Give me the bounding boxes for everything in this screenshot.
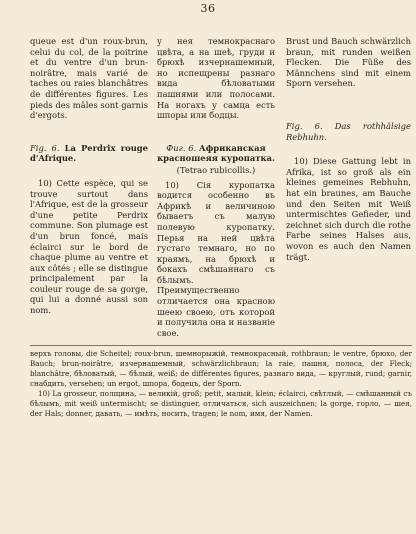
russian-figure-heading: [157, 143, 275, 164]
russian-lead-text: у нея темнокраснаго цвѣта, а на шеѣ, груди и брюхѣ изчернашемный, но испещрены разнаго вида бѣловатыми пашнями или полосами. На ногахъ у самца есть шпоры или бодцы.: [157, 36, 275, 121]
french-column: [30, 36, 148, 316]
russian-figure-label: Фиг. 6.: [166, 142, 197, 153]
russian-paragraph: 10) Сія куропатка водится особенно въ Африкѣ и величиною бываетъ съ малую полевую куропатку. Перья на ней цвѣта густаго темнаго, но по краямъ, на брюхѣ и бокахъ смѣшаннаго съ бѣлымъ. Преимущественно отличается она красною шеею своею, отъ которой и получила она и названіе свое.: [157, 179, 275, 338]
footnote: верхъ головы, die Scheitel; roux-brun, шемнорыжій, темнокрасный, rothbraun; le ventre, брюхо, der Bauch; brun-noirâtre, изчернашемный, schwärzlichbraun; la raie, пашня, полоса, der Fleck; blanchâtre, бѣловатый, — бѣлый, weiß; de différentes figures, разнаго вида, — круглый, rund; garnir, снабдить, versehen; un ergot, шпора, бодецъ, der Sporn.: [30, 349, 412, 388]
russian-figure-title: Африканская красношеяя куропатка.: [157, 142, 275, 164]
page-number: 36: [200, 2, 216, 15]
french-figure-heading: [30, 143, 148, 164]
german-figure-heading: [286, 121, 411, 142]
french-figure-title: La Perdrix rouge d'Afrique.: [30, 142, 148, 164]
french-lead-text: queue est d'un roux-brun, celui du col, de la poitrine et du ventre d'un brun-noirâtre, mais varié de taches ou raies blanchâtres de différentes figures. Les pieds des mâles sont garnis d'ergots.: [30, 36, 148, 121]
footnote: 10) La grosseur, полщина, — великій, groß; petit, малый, klein; éclairci, свѣтлый, — смѣшанный съ бѣлымъ, mit weiß untermischt; se distinguer, отличаться, sich auszeichnen; la gorge, горло, — шея, der Hals; donner, давать, — имѣть, носить, tragen; le nom, имя, der Namen.: [30, 389, 412, 418]
german-figure-label: Fig. 6.: [286, 120, 323, 131]
french-paragraph: 10) Cette espèce, qui se trouve surtout dans l'Afrique, est de la grosseur d'une petite Perdrix commune. Son plumage est d'un brun foncé, mais éclairci sur le bord de chaque plume au ventre et aux côtés ; elle se distingue principalement par la couleur rouge de sa gorge, qui lui a donné aussi son nom.: [30, 177, 148, 316]
german-lead-text: Brust und Bauch schwärzlich braun, mit runden weißen Flecken. Die Füße des Männchens sind mit einem Sporn versehen.: [286, 36, 411, 89]
german-paragraph: 10) Diese Gattung lebt in Afrika, ist so groß als ein kleines gemeines Rebhuhn, hat ein braunes, am Bauche und den Seiten mit Weiß untermischtes Gefieder, und zeichnet sich durch die rothe Farbe seines Halses aus, wovon es auch den Namen trägt.: [286, 156, 411, 262]
russian-latin-name: (Tetrao rubicollis.): [176, 164, 256, 175]
footnote-divider: [30, 345, 412, 346]
german-column: [286, 36, 411, 262]
russian-column: [157, 36, 275, 338]
footnotes: [30, 349, 412, 419]
german-figure-title: Das rothhälsige Rebhuhn.: [286, 120, 411, 142]
french-figure-label: Fig. 6.: [30, 142, 60, 153]
